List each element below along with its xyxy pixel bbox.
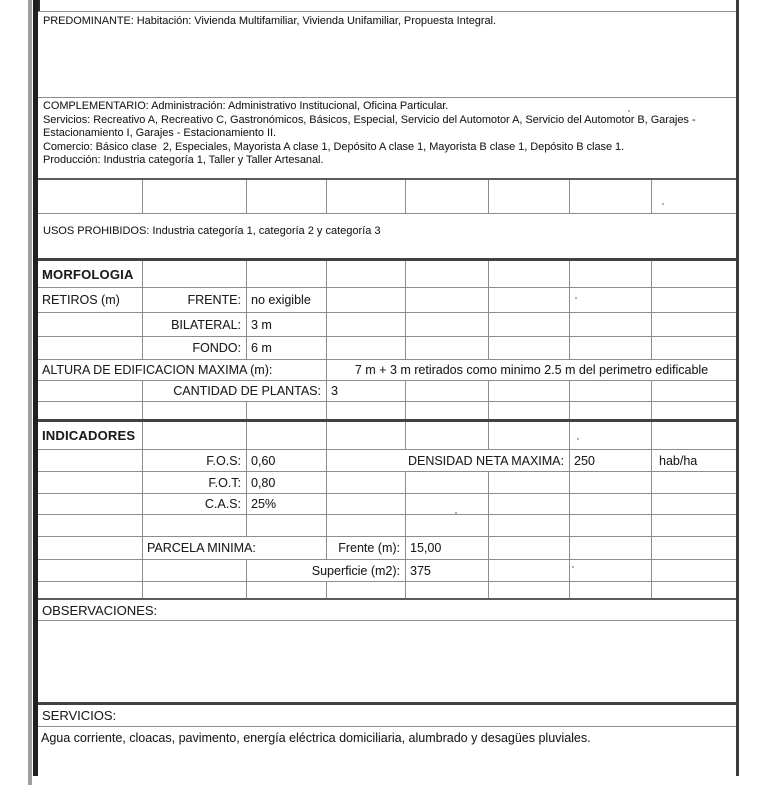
cut-cell-line-remnant <box>38 0 40 11</box>
cell <box>570 582 652 598</box>
cell <box>570 402 652 419</box>
cell <box>38 537 143 559</box>
scan-speck <box>575 297 577 299</box>
cell <box>489 288 570 312</box>
cell <box>327 313 406 336</box>
cell <box>38 494 143 514</box>
cell <box>38 450 143 471</box>
empty-grid-row <box>38 401 736 419</box>
cell <box>652 180 736 213</box>
cell <box>247 180 327 213</box>
table-border-right <box>736 0 739 776</box>
cell <box>652 472 736 493</box>
cell <box>489 582 570 598</box>
cell <box>570 472 652 493</box>
top-partial-row <box>38 0 736 11</box>
fondo-row <box>38 336 736 359</box>
cell <box>143 582 247 598</box>
densidad-unit: hab/ha <box>659 453 698 468</box>
cell <box>406 582 489 598</box>
scan-speck <box>455 512 457 514</box>
cell <box>327 402 406 419</box>
observaciones-label: OBSERVACIONES: <box>42 602 158 618</box>
cell <box>652 288 736 312</box>
parcela-frente-value: 15,00 <box>406 537 489 559</box>
cell <box>570 337 652 359</box>
cell <box>247 515 327 536</box>
usos-prohibidos-row <box>38 213 736 258</box>
frente-label: FRENTE: <box>143 288 247 312</box>
parcela-frente-label: Frente (m): <box>327 537 406 559</box>
cell <box>570 537 652 559</box>
altura-row <box>38 359 736 380</box>
cell <box>38 337 143 359</box>
cell <box>406 472 489 493</box>
empty-grid-row <box>38 178 736 213</box>
cell <box>489 381 570 401</box>
cell <box>489 261 570 287</box>
densidad-label: DENSIDAD NETA MAXIMA: <box>327 450 570 471</box>
superficie-label: Superficie (m2): <box>247 560 406 581</box>
scan-speck <box>662 203 664 205</box>
altura-label: ALTURA DE EDIFICACION MAXIMA (m): <box>38 360 327 380</box>
cell <box>143 515 247 536</box>
indicadores-title: INDICADORES <box>38 422 143 449</box>
cell <box>247 422 327 449</box>
plantas-row <box>38 380 736 401</box>
complementario-row <box>38 97 736 178</box>
cell <box>489 422 570 449</box>
morfologia-title: MORFOLOGIA <box>38 261 143 287</box>
cell <box>652 494 736 514</box>
servicios-header-row <box>38 702 736 726</box>
cell <box>570 560 652 581</box>
cell <box>247 261 327 287</box>
cas-label: C.A.S: <box>143 494 247 514</box>
frente-value: no exigible <box>247 288 327 312</box>
cell <box>406 261 489 287</box>
cell <box>38 582 143 598</box>
complementario-line: Producción: Industria categoría 1, Taller y Taller Artesanal. <box>43 154 324 167</box>
complementario-line: COMPLEMENTARIO: Administración: Administrativo Institucional, Oficina Particular. <box>43 100 449 112</box>
cell <box>570 288 652 312</box>
parcela-label: PARCELA MINIMA: <box>143 537 327 559</box>
cell <box>406 288 489 312</box>
fot-label: F.O.T: <box>143 472 247 493</box>
cell <box>570 422 652 449</box>
cas-value: 25% <box>247 494 327 514</box>
cell <box>38 313 143 336</box>
fondo-value: 6 m <box>247 337 327 359</box>
cell <box>489 313 570 336</box>
empty-grid-row <box>38 581 736 598</box>
cell <box>327 337 406 359</box>
cell <box>327 288 406 312</box>
cell <box>406 337 489 359</box>
cell <box>327 582 406 598</box>
cell <box>406 381 489 401</box>
observaciones-header-row <box>38 598 736 620</box>
superficie-value: 375 <box>406 560 489 581</box>
observaciones-blank-area <box>38 620 736 702</box>
cell <box>143 422 247 449</box>
cell <box>38 180 143 213</box>
cell <box>652 337 736 359</box>
cell <box>489 337 570 359</box>
cell <box>652 422 736 449</box>
bilateral-row <box>38 312 736 336</box>
fot-value: 0,80 <box>247 472 327 493</box>
indicadores-header-row <box>38 419 736 449</box>
cell <box>327 515 406 536</box>
cell <box>570 261 652 287</box>
cell <box>327 422 406 449</box>
plantas-label: CANTIDAD DE PLANTAS: <box>143 381 327 401</box>
fos-densidad-row <box>38 449 736 471</box>
cell <box>489 537 570 559</box>
cell <box>652 537 736 559</box>
cell <box>406 515 489 536</box>
cell <box>652 261 736 287</box>
cell <box>489 560 570 581</box>
cell <box>327 180 406 213</box>
cell <box>406 313 489 336</box>
densidad-value: 250 <box>570 450 652 471</box>
cas-row <box>38 493 736 514</box>
predominante-text: PREDOMINANTE: Habitación: Vivienda Multifamiliar, Vivienda Unifamiliar, Propuesta Integral. <box>43 15 496 27</box>
cell <box>327 494 406 514</box>
scan-speck <box>572 566 574 568</box>
retiros-frente-row <box>38 287 736 312</box>
cell <box>489 402 570 419</box>
cell <box>489 180 570 213</box>
cell <box>570 494 652 514</box>
predominante-row <box>38 11 736 97</box>
cell <box>38 560 143 581</box>
servicios-text: Agua corriente, cloacas, pavimento, energía eléctrica domiciliaria, alumbrado y desagües pluviales. <box>41 731 591 745</box>
cell <box>489 515 570 536</box>
fondo-label: FONDO: <box>143 337 247 359</box>
fos-label: F.O.S: <box>143 450 247 471</box>
fos-value: 0,60 <box>247 450 327 471</box>
form-table <box>38 0 736 775</box>
complementario-line: Comercio: Básico clase 2, Especiales, Mayorista A clase 1, Depósito A clase 1, Mayorista B clase 1, Depósito B clase 1. <box>43 140 625 153</box>
cell <box>652 582 736 598</box>
servicios-label: SERVICIOS: <box>42 708 117 723</box>
altura-value: 7 m + 3 m retirados como minimo 2.5 m del perimetro edificable <box>354 363 709 377</box>
cell <box>143 261 247 287</box>
parcela-superficie-row <box>38 559 736 581</box>
cell <box>143 560 247 581</box>
cell <box>406 402 489 419</box>
cell <box>38 381 143 401</box>
cell <box>327 472 406 493</box>
cell <box>570 180 652 213</box>
bilateral-value: 3 m <box>247 313 327 336</box>
cell <box>406 494 489 514</box>
cell <box>143 402 247 419</box>
cell <box>406 180 489 213</box>
empty-grid-row <box>38 514 736 536</box>
cell <box>247 582 327 598</box>
bilateral-label: BILATERAL: <box>143 313 247 336</box>
cell <box>570 313 652 336</box>
page-edge-shadow <box>28 0 32 785</box>
cell <box>652 515 736 536</box>
cell <box>143 180 247 213</box>
cell <box>489 494 570 514</box>
servicios-text-row <box>38 726 736 775</box>
cell <box>247 402 327 419</box>
cell <box>652 381 736 401</box>
morfologia-header-row <box>38 258 736 287</box>
plantas-value: 3 <box>327 381 406 401</box>
cell <box>652 402 736 419</box>
cell <box>38 515 143 536</box>
parcela-frente-row <box>38 536 736 559</box>
fot-row <box>38 471 736 493</box>
cell <box>652 560 736 581</box>
cell <box>570 381 652 401</box>
cell <box>38 472 143 493</box>
cell <box>570 515 652 536</box>
scan-speck <box>628 110 630 112</box>
cell <box>406 422 489 449</box>
cell <box>652 313 736 336</box>
cell <box>38 402 143 419</box>
complementario-line: Servicios: Recreativo A, Recreativo C, Gastronómicos, Básicos, Especial, Servicio del Automotor A, Servicio del Automotor B, Garajes - Estacionamiento I, Garajes - Estacionamiento II. <box>43 113 699 140</box>
scan-speck <box>577 438 579 440</box>
cell <box>327 261 406 287</box>
retiros-label: RETIROS (m) <box>38 288 143 312</box>
usos-prohibidos-text: USOS PROHIBIDOS: Industria categoría 1, categoría 2 y categoría 3 <box>43 225 381 237</box>
cell <box>489 472 570 493</box>
